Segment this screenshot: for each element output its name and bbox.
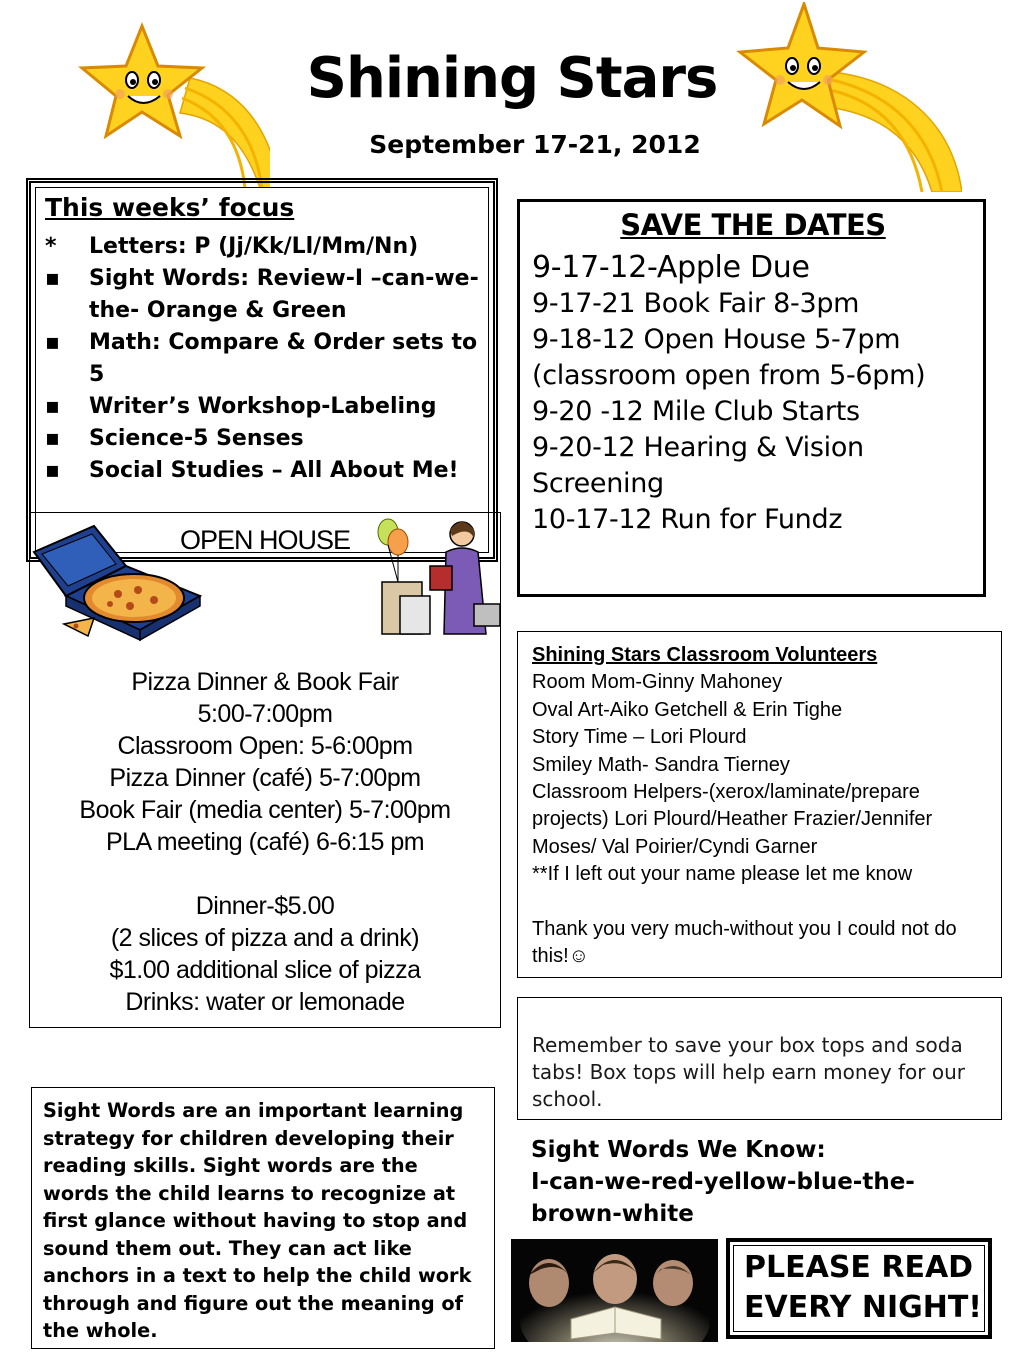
pizza-box-icon <box>30 518 206 652</box>
open-house-host-icon <box>374 512 502 636</box>
list-item: 9-17-21 Book Fair 8-3pm <box>532 288 860 319</box>
shooting-star-left-icon <box>70 18 270 188</box>
list-item: ▪ Sight Words: Review-I –can-we-the- Orange & Green <box>45 266 479 323</box>
weekly-focus-list <box>45 231 485 487</box>
list-item: Oval Art-Aiko Getchell & Erin Tighe <box>532 698 843 721</box>
save-the-dates-heading: SAVE THE DATES <box>620 208 886 242</box>
save-the-dates-list <box>532 250 982 538</box>
volunteers-thanks: Thank you very much-without you I could not do this!☺ <box>532 917 957 968</box>
list-item: ▪ Science-5 Senses <box>45 426 304 451</box>
open-house-title: OPEN HOUSE <box>179 525 351 555</box>
page-title: Shining Stars <box>306 46 718 111</box>
list-item: 10-17-12 Run for Fundz <box>532 504 843 535</box>
save-the-dates-box <box>517 199 986 597</box>
list-item: 9-20 -12 Mile Club Starts <box>532 396 860 427</box>
list-item: ▪ Writer’s Workshop-Labeling <box>45 394 437 419</box>
list-item: Story Time – Lori Plourd <box>532 726 747 749</box>
open-house-details: Pizza Dinner & Book Fair 5:00-7:00pm Classroom Open: 5-6:00pm Pizza Dinner (café) 5-7:00pm Book Fair (media center) 5-7:00pm PLA meeting (café) 6-6:15 pm Dinner-$5.00 (2 slices of pizza and a drink) $1.00 additional slice of pizza Drinks: water or lemonade <box>79 668 451 1016</box>
list-item: ▪ Math: Compare & Order sets to 5 <box>45 330 478 387</box>
list-item: 9-20-12 Hearing & Vision Screening <box>532 432 864 499</box>
list-item: Room Mom-Ginny Mahoney <box>532 671 783 694</box>
box-tops-box <box>517 997 1002 1120</box>
list-item: ▪ Social Studies – All About Me! <box>45 458 459 483</box>
please-read-box <box>726 1238 992 1339</box>
children-reading-photo <box>511 1239 718 1342</box>
list-item: Classroom Helpers-(xerox/laminate/prepare projects) Lori Plourd/Heather Frazier/Jennifer Moses/ Val Poirier/Cyndi Garner <box>532 781 933 858</box>
sight-words-explanation-box <box>31 1087 495 1349</box>
sight-words-known-heading: Sight Words We Know: <box>531 1137 826 1163</box>
list-item: 9-17-12-Apple Due <box>532 250 810 285</box>
weekly-focus-heading: This weeks’ focus <box>45 193 295 222</box>
list-item: **If I left out your name please let me know <box>532 863 913 886</box>
page-date: September 17-21, 2012 <box>369 130 701 159</box>
sight-words-known <box>531 1134 1001 1230</box>
please-read-message: PLEASE READ EVERY NIGHT! <box>744 1250 982 1325</box>
weekly-focus-box <box>26 178 498 562</box>
shooting-star-right-icon <box>712 2 962 192</box>
sight-words-explanation: Sight Words are an important learning strategy for children developing their reading skills. Sight words are the words the child learns to recognize at first glance without having to stop and sound them out. They can act like anchors in a text to help the child work through and figure out the meaning of the whole. <box>43 1099 472 1342</box>
sight-words-known-list: I-can-we-red-yellow-blue-the-brown-white <box>531 1169 915 1227</box>
volunteers-box <box>517 631 1002 978</box>
list-item: * Letters: P (Jj/Kk/Ll/Mm/Nn) <box>45 234 419 259</box>
list-item: 9-18-12 Open House 5-7pm (classroom open from 5-6pm) <box>532 324 926 391</box>
list-item: Smiley Math- Sandra Tierney <box>532 753 790 776</box>
box-tops-reminder: Remember to save your box tops and soda tabs! Box tops will help earn money for our school. <box>532 1033 965 1111</box>
volunteers-heading: Shining Stars Classroom Volunteers <box>532 644 878 666</box>
